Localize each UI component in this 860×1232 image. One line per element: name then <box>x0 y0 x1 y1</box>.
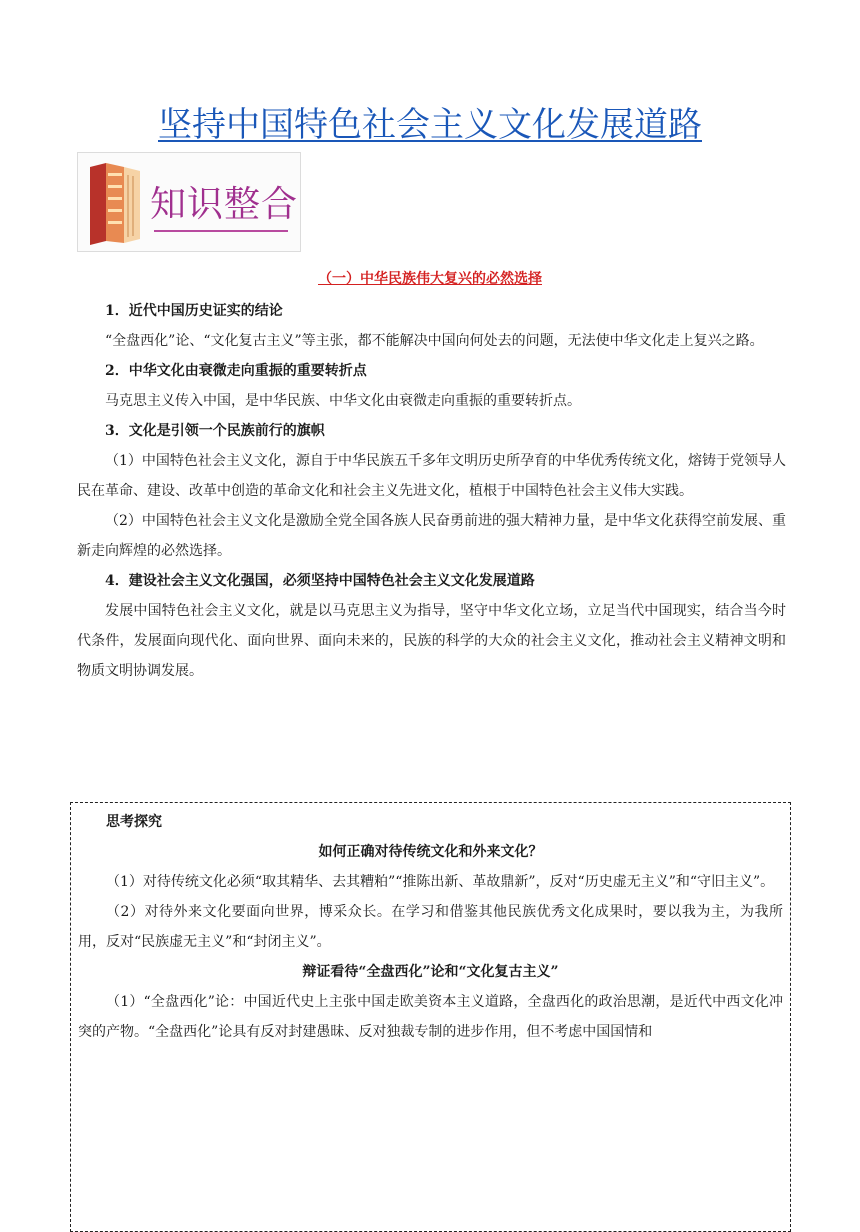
books-icon <box>84 161 146 245</box>
think-label: 思考探究 <box>106 814 162 830</box>
paragraph: 发展中国特色社会主义文化，就是以马克思主义为指导，坚守中华文化立场，立足当代中国现实，结合当今时代条件，发展面向现代化、面向世界、面向未来的，民族的科学的大众的社会主义文化，推动社会主义精神文明和物质文明协调发展。 <box>77 603 786 679</box>
paragraph: “全盘西化”论、“文化复古主义”等主张，都不能解决中国向何处去的问题，无法使中华文化走上复兴之路。 <box>105 333 764 349</box>
question-1: 如何正确对待传统文化和外来文化？ <box>318 844 543 860</box>
think-explore-box <box>70 802 791 1232</box>
question-2: 辩证看待“全盘西化”论和“文化复古主义” <box>302 964 559 980</box>
paragraph: （1）对待传统文化必须“取其精华、去其糟粕”“推陈出新、革故鼎新”，反对“历史虚无主义”和“守旧主义”。 <box>106 874 775 890</box>
paragraph: （1）“全盘西化”论：中国近代史上主张中国走欧美资本主义道路，全盘西化的政治思潮，是近代中西文化冲突的产物。“全盘西化”论具有反对封建愚昧、反对独裁专制的进步作用，但不考虑中国国情和 <box>78 994 783 1040</box>
section-title: （一）中华民族伟大复兴的必然选择 <box>318 271 542 287</box>
paragraph: （1）中国特色社会主义文化，源自于中华民族五千多年文明历史所孕育的中华优秀传统文化，熔铸于党领导人民在革命、建设、改革中创造的革命文化和社会主义先进文化，植根于中国特色社会主义伟大实践。 <box>77 453 786 499</box>
heading-2: 2．中华文化由衰微走向重振的重要转折点 <box>105 363 367 379</box>
page-title: 坚持中国特色社会主义文化发展道路 <box>158 105 702 145</box>
heading-1: 1．近代中国历史证实的结论 <box>105 303 283 319</box>
paragraph: （2）中国特色社会主义文化是激励全党全国各族人民奋勇前进的强大精神力量，是中华文化获得空前发展、重新走向辉煌的必然选择。 <box>77 513 786 559</box>
heading-4: 4．建设社会主义文化强国，必须坚持中国特色社会主义文化发展道路 <box>105 573 535 589</box>
banner-underline <box>154 230 288 232</box>
banner-title: 知识整合 <box>150 184 299 225</box>
paragraph: 马克思主义传入中国，是中华民族、中华文化由衰微走向重振的重要转折点。 <box>105 393 581 409</box>
heading-3: 3．文化是引领一个民族前行的旗帜 <box>105 423 325 439</box>
knowledge-banner <box>77 152 301 252</box>
section-content <box>77 296 786 686</box>
paragraph: （2）对待外来文化要面向世界，博采众长。在学习和借鉴其他民族优秀文化成果时，要以我为主，为我所用，反对“民族虚无主义”和“封闭主义”。 <box>78 904 783 950</box>
